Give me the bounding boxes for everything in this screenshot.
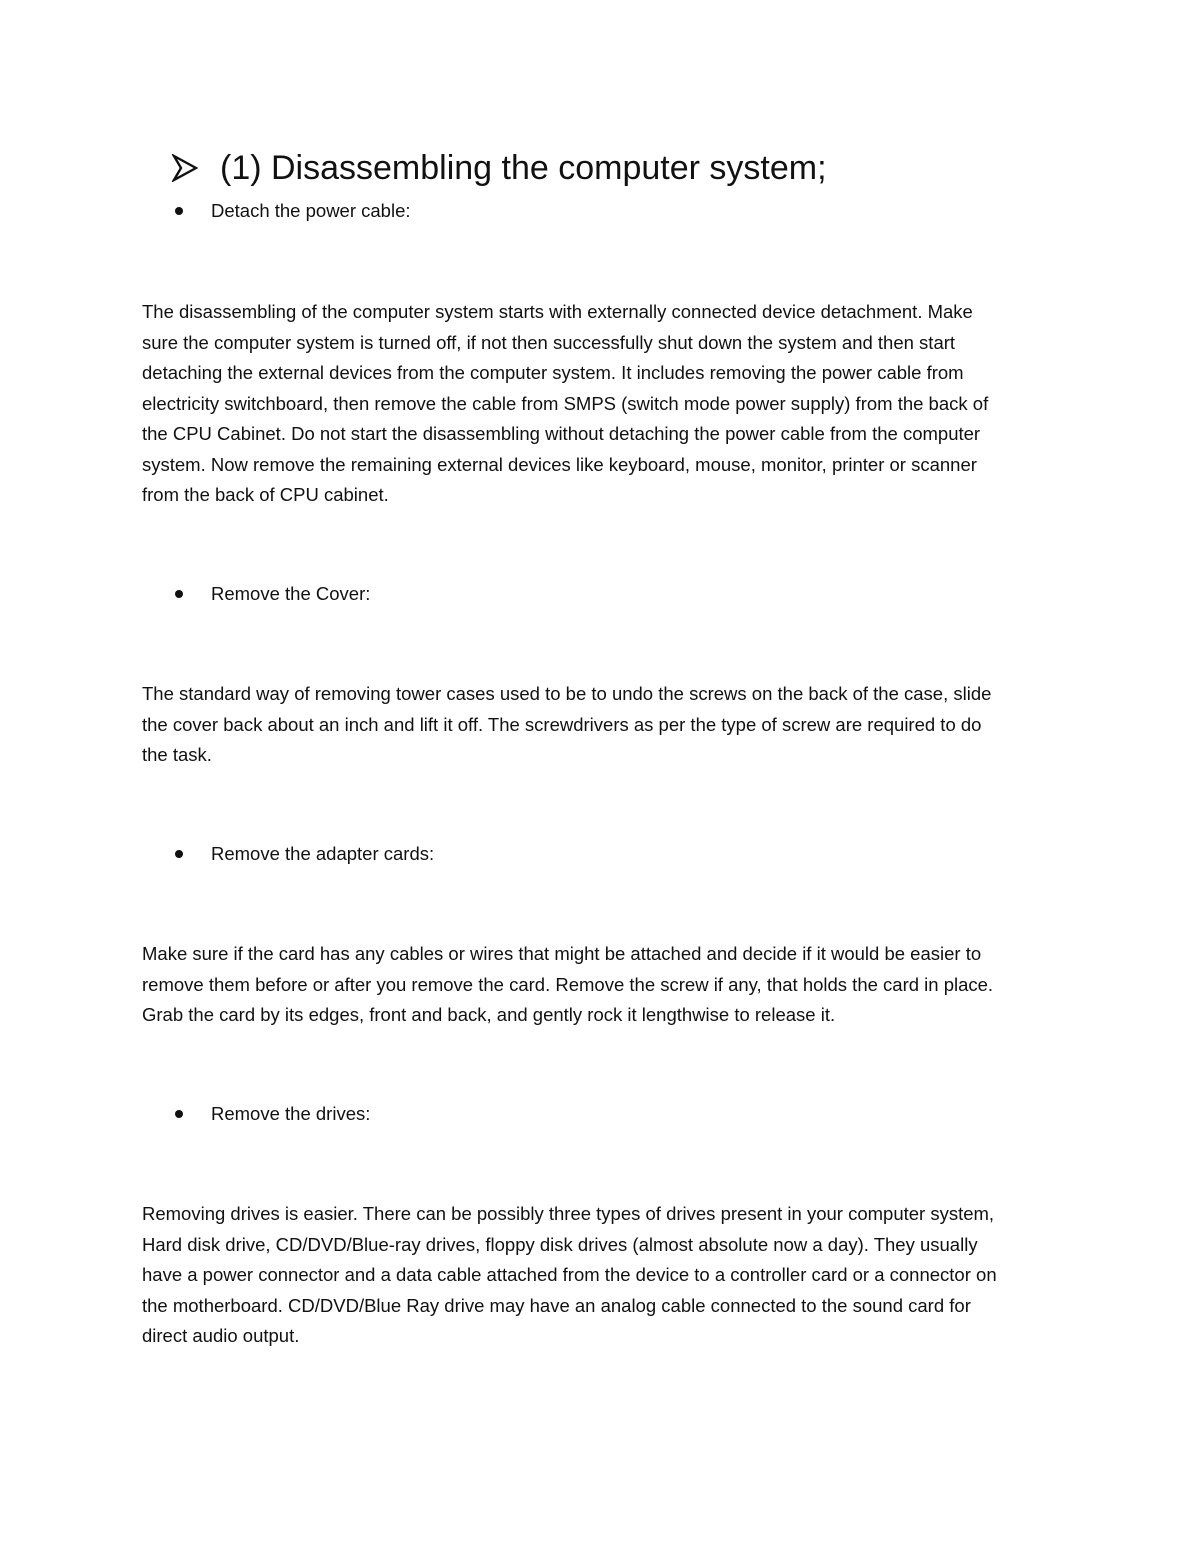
page-heading	[172, 146, 827, 190]
bullet-label: Remove the adapter cards:	[211, 843, 435, 864]
paragraph-line: Make sure if the card has any cables or wires that might be attached and decide if it would be easier to	[142, 943, 982, 964]
bullet-label: Remove the drives:	[211, 1103, 371, 1124]
bullet-detach-power-cable	[175, 196, 411, 226]
arrow-bullet-icon	[172, 154, 198, 182]
bullet-dot-icon	[175, 590, 183, 598]
paragraph-remove-cover	[142, 679, 1072, 771]
paragraph-line: remove them before or after you remove the card. Remove the screw if any, that holds the card in place.	[142, 973, 994, 995]
bullet-label: Remove the Cover:	[211, 583, 371, 604]
paragraph-line: Removing drives is easier. There can be possibly three types of drives present in your computer system,	[142, 1203, 995, 1224]
paragraph-line: Hard disk drive, CD/DVD/Blue-ray drives, floppy disk drives (almost absolute now a day). They usually	[142, 1233, 978, 1255]
bullet-remove-adapter-cards	[175, 839, 434, 869]
paragraph-line: the cover back about an inch and lift it off. The screwdrivers as per the type of screw are required to do	[142, 713, 982, 735]
paragraph-line: the task.	[142, 744, 212, 765]
paragraph-line: the motherboard. CD/DVD/Blue Ray drive may have an analog cable connected to the sound card for	[142, 1294, 971, 1316]
bullet-remove-drives	[175, 1099, 370, 1129]
bullet-remove-cover	[175, 579, 370, 609]
paragraph-detach-power-cable	[142, 297, 1072, 511]
bullet-dot-icon	[175, 850, 183, 858]
paragraph-line: from the back of CPU cabinet.	[142, 484, 389, 505]
paragraph-line: The standard way of removing tower cases used to be to undo the screws on the back of the case, slide	[142, 683, 992, 704]
paragraph-line: the CPU Cabinet. Do not start the disassembling without detaching the power cable from the computer	[142, 423, 981, 444]
paragraph-line: electricity switchboard, then remove the cable from SMPS (switch mode power supply) from the back of	[142, 392, 989, 414]
paragraph-line: detaching the external devices from the computer system. It includes removing the power cable from	[142, 362, 964, 383]
bullet-dot-icon	[175, 1110, 183, 1118]
paragraph-remove-adapter-cards	[142, 939, 1072, 1031]
paragraph-line: direct audio output.	[142, 1325, 300, 1346]
paragraph-line: Grab the card by its edges, front and back, and gently rock it lengthwise to release it.	[142, 1004, 836, 1025]
bullet-dot-icon	[175, 207, 183, 215]
paragraph-line: have a power connector and a data cable attached from the device to a controller card or a connector on	[142, 1264, 997, 1285]
paragraph-remove-drives	[142, 1199, 1072, 1352]
heading-text: (1) Disassembling the computer system;	[220, 149, 827, 187]
paragraph-line: system. Now remove the remaining external devices like keyboard, mouse, monitor, printer or scanner	[142, 453, 977, 475]
bullet-label: Detach the power cable:	[211, 200, 411, 221]
paragraph-line: sure the computer system is turned off, if not then successfully shut down the system and then start	[142, 331, 956, 353]
paragraph-line: The disassembling of the computer system starts with externally connected device detachment. Make	[142, 301, 973, 322]
